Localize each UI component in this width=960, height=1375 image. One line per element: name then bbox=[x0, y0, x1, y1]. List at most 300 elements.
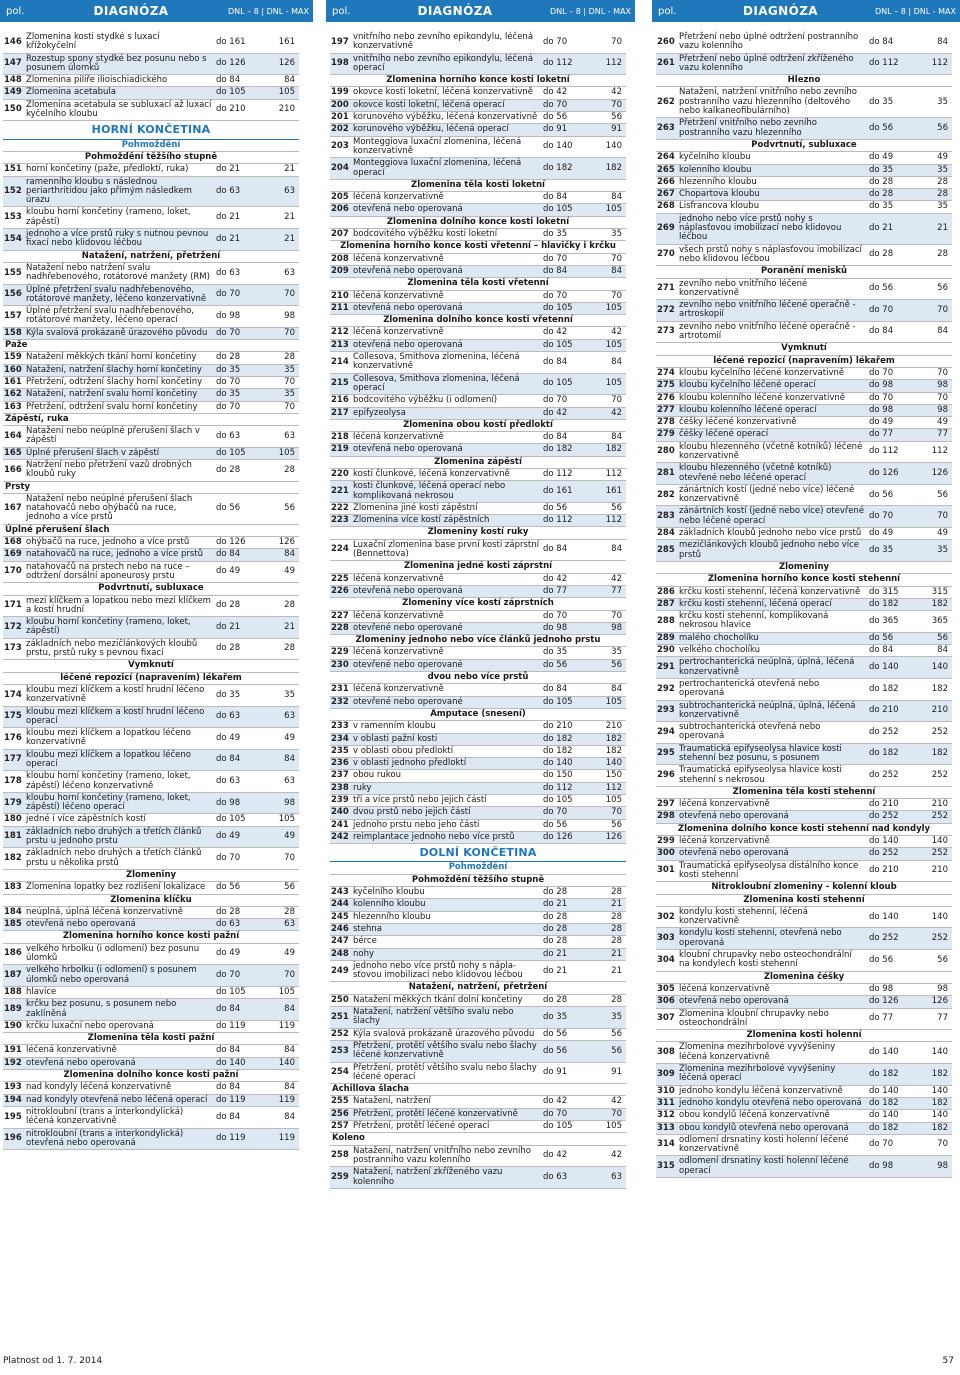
max-days-value: 21 bbox=[611, 965, 622, 976]
diagnosis-row bbox=[656, 1156, 952, 1178]
diagnosis-number: 231 bbox=[331, 684, 349, 695]
max-days-range: do 365 bbox=[869, 615, 899, 626]
diagnosis-description: otevřená nebo operovaná bbox=[351, 444, 541, 456]
max-days-value: 112 bbox=[605, 468, 622, 479]
diagnosis-description: léčená konzervativně bbox=[353, 684, 444, 695]
section-heading-text: Zlomenina jedné kosti záprstní bbox=[403, 561, 553, 572]
diagnosis-description: bodcovitého výběžku (i odlomení) bbox=[353, 395, 498, 406]
max-days-range: do 28 bbox=[543, 911, 568, 922]
diagnosis-description: reimplantace jednoho nebo více prstů bbox=[351, 831, 541, 843]
diagnosis-row bbox=[656, 1134, 952, 1156]
diagnosis-number: 219 bbox=[330, 444, 351, 456]
section-heading-text: Natažení, natržení, přetržení bbox=[81, 250, 221, 261]
diagnosis-description: natahovačů na prstech nebo na ruce – odtržení dorsální aponeurosy prstu bbox=[26, 561, 190, 581]
diagnosis-description: Přetržení, protětí léčené operací bbox=[353, 1121, 490, 1132]
max-days-range: do 77 bbox=[867, 429, 923, 441]
diagnosis-row bbox=[330, 327, 626, 339]
section-heading bbox=[330, 708, 626, 720]
diagnosis-description: Natažení měkkých tkání horní končetiny bbox=[26, 352, 197, 363]
diagnosis-row bbox=[656, 632, 952, 644]
diagnosis-number: 309 bbox=[656, 1064, 677, 1086]
max-days-value: 70 bbox=[611, 610, 622, 621]
diagnosis-description: otevřená nebo operovaná bbox=[351, 339, 541, 351]
max-days-value: 42 bbox=[597, 407, 626, 419]
max-days-range: do 84 bbox=[543, 684, 568, 695]
diagnosis-row bbox=[330, 795, 626, 807]
max-days-value: 84 bbox=[270, 999, 299, 1021]
max-days-range: do 28 bbox=[541, 923, 597, 935]
diagnosis-description: ruky bbox=[351, 782, 541, 794]
section-title bbox=[330, 844, 626, 862]
diagnosis-number: 162 bbox=[3, 389, 24, 401]
diagnosis-description: kloubu mezi klíčkem a lopatkou léčeno konzervativně bbox=[26, 728, 191, 748]
max-days-value: 161 bbox=[278, 36, 295, 47]
max-days-value: 119 bbox=[278, 1020, 295, 1031]
max-days-range: do 252 bbox=[869, 769, 899, 780]
diagnosis-number: 193 bbox=[4, 1082, 22, 1093]
max-days-range: do 35 bbox=[869, 201, 894, 212]
max-days-value: 49 bbox=[270, 826, 299, 848]
diagnosis-description: Natažení, natržení svalu horní končetiny bbox=[24, 389, 214, 401]
diagnosis-row bbox=[330, 610, 626, 622]
max-days-value: 28 bbox=[284, 464, 295, 475]
max-days-range: do 28 bbox=[867, 189, 923, 201]
diagnosis-row bbox=[330, 1096, 626, 1108]
diagnosis-number: 241 bbox=[331, 819, 349, 830]
max-days-value: 42 bbox=[611, 87, 622, 98]
max-days-value: 98 bbox=[923, 1156, 952, 1178]
diagnosis-row bbox=[656, 700, 952, 722]
section-heading bbox=[330, 278, 626, 290]
section-heading bbox=[330, 874, 626, 886]
diagnosis-number: 224 bbox=[331, 544, 349, 555]
diagnosis-row bbox=[656, 32, 952, 53]
max-days-value: 35 bbox=[597, 1007, 626, 1029]
diagnosis-row bbox=[330, 468, 626, 480]
diagnosis-description: zevního nebo vnitřního léčené operačně - artroskopií bbox=[677, 300, 867, 322]
diagnosis-number: 312 bbox=[657, 1110, 675, 1121]
diagnosis-description: kloubu kyčelního léčené operací bbox=[677, 380, 867, 392]
diagnosis-description: Rozestup spony stydké bez posunu nebo s posunem úlomků bbox=[24, 53, 214, 75]
max-days-range: do 56 bbox=[541, 659, 597, 671]
diagnosis-number: 306 bbox=[656, 996, 677, 1008]
max-days-value: 70 bbox=[937, 392, 948, 403]
diagnosis-number: 286 bbox=[657, 586, 675, 597]
section-heading bbox=[3, 1070, 299, 1082]
max-days-value: 252 bbox=[931, 726, 948, 737]
max-days-range: do 21 bbox=[541, 948, 597, 960]
diagnosis-description: Natažení nebo natržení svalu nadhřebenového, rotátorové manžety (RM) bbox=[26, 262, 210, 283]
section-heading-text: Zlomenina těla kosti pažní bbox=[87, 1033, 215, 1044]
diagnosis-row bbox=[330, 948, 626, 960]
diagnosis-number: 149 bbox=[3, 87, 24, 99]
diagnosis-row bbox=[330, 1108, 626, 1120]
max-days-range: do 98 bbox=[541, 622, 597, 634]
max-days-range: do 56 bbox=[869, 283, 894, 294]
max-days-range: do 252 bbox=[869, 726, 899, 737]
max-days-range: do 56 bbox=[543, 819, 568, 830]
diagnosis-description: Přetržení, odtržení svalu horní končetiny bbox=[26, 401, 198, 412]
max-days-range: do 98 bbox=[216, 310, 241, 321]
max-days-value: 182 bbox=[597, 158, 626, 180]
max-days-range: do 98 bbox=[867, 404, 923, 416]
max-days-range: do 70 bbox=[869, 367, 894, 378]
max-days-value: 315 bbox=[931, 586, 948, 597]
max-days-value: 49 bbox=[284, 948, 295, 959]
diagnosis-number: 300 bbox=[656, 848, 677, 860]
max-days-range: do 84 bbox=[214, 549, 270, 561]
diagnosis-row bbox=[3, 262, 299, 284]
diagnosis-number: 297 bbox=[657, 799, 675, 810]
max-days-value: 35 bbox=[611, 229, 622, 240]
diagnosis-description: hlezenního kloubu bbox=[353, 911, 431, 922]
diagnosis-description: otevřená nebo operovaná bbox=[677, 848, 867, 860]
max-days-range: do 140 bbox=[541, 758, 597, 770]
section-heading-text: Zlomenina čéšky bbox=[763, 971, 845, 982]
max-days-range: do 70 bbox=[216, 401, 241, 412]
section-heading bbox=[330, 598, 626, 610]
diagnosis-description: Natažení, natržení šlachy horní končetiny bbox=[24, 364, 214, 376]
diagnosis-number: 202 bbox=[330, 124, 351, 136]
max-days-value: 84 bbox=[937, 645, 948, 656]
max-days-value: 140 bbox=[597, 758, 626, 770]
diagnosis-description: léčená konzervativně bbox=[353, 573, 444, 584]
max-days-range: do 140 bbox=[543, 141, 573, 152]
diagnosis-row bbox=[3, 447, 299, 459]
max-days-range: do 84 bbox=[869, 645, 894, 656]
diagnosis-row bbox=[3, 684, 299, 706]
diagnosis-number: 288 bbox=[657, 615, 675, 626]
section-heading-text: Nitrokloubní zlomeniny - kolenní kloub bbox=[711, 882, 897, 893]
diagnosis-row bbox=[330, 253, 626, 265]
section-heading-text: Zlomeniny jednoho nebo více článků jednoho prstu bbox=[355, 635, 601, 646]
max-days-range: do 56 bbox=[543, 1028, 568, 1039]
diagnosis-number: 242 bbox=[330, 831, 351, 843]
diagnosis-row bbox=[656, 417, 952, 429]
max-days-range: do 112 bbox=[867, 53, 923, 75]
diagnosis-description: kloubu mezi klíčkem a kostí hrudní léčeno operací bbox=[24, 706, 214, 728]
diagnosis-description: krčku kosti stehenní, léčená konzervativně bbox=[679, 586, 861, 597]
diagnosis-number: 233 bbox=[331, 721, 349, 732]
diagnosis-row bbox=[656, 1110, 952, 1122]
max-days-range: do 63 bbox=[214, 919, 270, 931]
diagnosis-row bbox=[3, 352, 299, 364]
diagnosis-number: 179 bbox=[3, 792, 24, 814]
max-days-value: 126 bbox=[597, 831, 626, 843]
diagnosis-number: 170 bbox=[4, 566, 22, 577]
diagnosis-number: 221 bbox=[330, 481, 351, 503]
diagnosis-number: 247 bbox=[331, 936, 349, 947]
diagnosis-description: kloubu horní končetiny (rameno, loket, zápěstí) bbox=[24, 617, 214, 639]
max-days-range: do 70 bbox=[214, 284, 270, 306]
diagnosis-description: hlavice bbox=[26, 986, 57, 997]
section-heading-text: Hlezno bbox=[787, 75, 821, 86]
section-heading bbox=[3, 894, 299, 906]
max-days-value: 91 bbox=[597, 124, 626, 136]
diagnosis-row bbox=[330, 622, 626, 634]
diagnosis-row bbox=[330, 124, 626, 136]
section-heading-text: Vymknutí bbox=[781, 343, 827, 354]
max-days-value: 28 bbox=[611, 936, 622, 947]
section-heading-text: Zlomenina dolního konce kosti loketní bbox=[386, 216, 570, 227]
diagnosis-row bbox=[330, 32, 626, 53]
diagnosis-number: 155 bbox=[4, 267, 22, 278]
max-days-range: do 315 bbox=[869, 586, 899, 597]
max-days-value: 210 bbox=[931, 865, 948, 876]
max-days-range: do 42 bbox=[543, 327, 568, 338]
diagnosis-number: 299 bbox=[657, 836, 675, 847]
diagnosis-number: 274 bbox=[657, 367, 675, 378]
diagnosis-number: 152 bbox=[3, 176, 24, 207]
max-days-range: do 35 bbox=[541, 1007, 597, 1029]
diagnosis-number: 310 bbox=[657, 1085, 675, 1096]
diagnosis-row bbox=[330, 659, 626, 671]
diagnosis-description: bodcovitého výběžku kosti loketní bbox=[353, 229, 498, 240]
max-days-value: 112 bbox=[597, 53, 626, 75]
diagnosis-number: 177 bbox=[3, 749, 24, 771]
max-days-value: 42 bbox=[611, 1096, 622, 1107]
diagnosis-number: 279 bbox=[656, 429, 677, 441]
max-days-value: 56 bbox=[611, 819, 622, 830]
diagnosis-row bbox=[330, 923, 626, 935]
max-days-range: do 112 bbox=[541, 782, 597, 794]
section-heading-text: Pohmoždění těžšího stupně bbox=[411, 874, 545, 885]
diagnosis-description: Natažení měkkých tkání dolní končetiny bbox=[353, 994, 523, 1005]
diagnosis-description: jednoho kondylu otevřená nebo operovaná bbox=[677, 1097, 867, 1109]
diagnosis-row bbox=[3, 53, 299, 75]
diagnosis-row bbox=[330, 1145, 626, 1167]
max-days-range: do 21 bbox=[541, 899, 597, 911]
max-days-value: 35 bbox=[923, 540, 952, 562]
section-heading-text: Zlomeniny bbox=[125, 869, 177, 880]
diagnosis-row bbox=[330, 994, 626, 1006]
diagnosis-number: 314 bbox=[657, 1139, 675, 1150]
max-days-range: do 84 bbox=[216, 1045, 241, 1056]
section-heading bbox=[330, 635, 626, 647]
section-heading bbox=[330, 1133, 626, 1145]
diagnosis-description: základních nebo mezičlánkových kloubů prstu, prstů ruky s pevnou fixací bbox=[26, 638, 198, 659]
diagnosis-number: 223 bbox=[330, 515, 351, 527]
diagnosis-row bbox=[330, 539, 626, 561]
max-days-value: 252 bbox=[931, 769, 948, 780]
max-days-range: do 35 bbox=[867, 540, 923, 562]
section-heading-text: Koleno bbox=[332, 1133, 365, 1144]
section-heading-text: DOLNÍ KONČETINA bbox=[419, 846, 537, 860]
diagnosis-number: 216 bbox=[331, 395, 349, 406]
max-days-range: do 84 bbox=[216, 1082, 241, 1093]
max-days-range: do 28 bbox=[543, 887, 568, 898]
max-days-value: 49 bbox=[284, 566, 295, 577]
max-days-value: 63 bbox=[270, 176, 299, 207]
diagnosis-description: odlomení drsnatiny kosti holenní léčené operací bbox=[677, 1156, 867, 1178]
max-days-value: 70 bbox=[611, 290, 622, 301]
max-days-range: do 182 bbox=[867, 1122, 923, 1134]
diagnosis-row bbox=[656, 53, 952, 75]
diagnosis-description: Natažení, natržení vnitřního nebo zevního postranního vazu kolenního bbox=[353, 1145, 531, 1165]
max-days-value: 77 bbox=[923, 429, 952, 441]
max-days-range: do 105 bbox=[541, 373, 597, 395]
diagnosis-row bbox=[330, 407, 626, 419]
diagnosis-description: Natažení, natržení bbox=[353, 1096, 431, 1107]
header-dnl: DNL – 8 | DNL - MAX bbox=[550, 6, 631, 16]
max-days-range: do 112 bbox=[543, 468, 573, 479]
max-days-range: do 70 bbox=[216, 853, 241, 864]
section-heading-text: Zlomenina těla kosti stehenní bbox=[732, 786, 876, 797]
section-heading-text: Zlomenina dolního konce kosti vřetenní bbox=[383, 315, 573, 326]
diagnosis-description: jednoho kondylu léčená konzervativně bbox=[679, 1085, 843, 1096]
max-days-range: do 21 bbox=[543, 965, 568, 976]
diagnosis-number: 236 bbox=[330, 758, 351, 770]
diagnosis-number: 171 bbox=[4, 600, 22, 611]
max-days-range: do 21 bbox=[216, 164, 241, 175]
max-days-range: do 84 bbox=[543, 432, 568, 443]
section-heading bbox=[330, 241, 626, 253]
max-days-value: 84 bbox=[284, 75, 295, 86]
max-days-value: 35 bbox=[611, 647, 622, 658]
section-heading bbox=[656, 894, 952, 906]
diagnosis-row bbox=[656, 463, 952, 485]
diagnosis-description: krčku kosti stehenní, léčená operací bbox=[677, 598, 867, 610]
max-days-value: 98 bbox=[284, 310, 295, 321]
max-days-value: 252 bbox=[923, 928, 952, 950]
max-days-value: 35 bbox=[270, 364, 299, 376]
diagnosis-description: Zlomenina acetabula bbox=[24, 87, 214, 99]
diagnosis-row bbox=[656, 743, 952, 765]
diagnosis-row bbox=[656, 811, 952, 823]
max-days-value: 70 bbox=[611, 253, 622, 264]
max-days-value: 21 bbox=[284, 164, 295, 175]
diagnosis-row bbox=[656, 657, 952, 679]
diagnosis-row bbox=[3, 595, 299, 617]
section-heading-text: Zlomenina zápěstí bbox=[434, 456, 522, 467]
max-days-range: do 140 bbox=[869, 1047, 899, 1058]
diagnosis-row bbox=[656, 367, 952, 379]
max-days-range: do 70 bbox=[543, 290, 568, 301]
diagnosis-description: otevřené nebo operované bbox=[351, 622, 541, 634]
diagnosis-row bbox=[330, 515, 626, 527]
diagnosis-number: 175 bbox=[3, 706, 24, 728]
max-days-range: do 182 bbox=[541, 733, 597, 745]
max-days-range: do 105 bbox=[214, 87, 270, 99]
max-days-range: do 56 bbox=[869, 489, 894, 500]
diagnosis-row bbox=[3, 814, 299, 826]
diagnosis-description: léčená konzervativně bbox=[26, 1045, 117, 1056]
diagnosis-number: 253 bbox=[330, 1040, 351, 1062]
diagnosis-description: kloubu horní končetiny (rameno, loket, zápěstí) léčeno konzervativně bbox=[26, 771, 191, 791]
diagnosis-number: 187 bbox=[3, 965, 24, 987]
diagnosis-number: 262 bbox=[657, 96, 675, 107]
diagnosis-row bbox=[656, 950, 952, 972]
max-days-range: do 63 bbox=[214, 706, 270, 728]
max-days-range: do 105 bbox=[541, 204, 597, 216]
diagnosis-description: okovce kosti loketní, léčená konzervativně bbox=[353, 87, 533, 98]
diagnosis-number: 285 bbox=[656, 540, 677, 562]
diagnosis-description: Natažení, natržení zkříženého vazu kolenního bbox=[351, 1167, 541, 1189]
max-days-value: 28 bbox=[937, 176, 948, 187]
diagnosis-description: kloubu kolenního léčené operací bbox=[677, 404, 867, 416]
diagnosis-description: Luxační zlomenina base první kosti záprstní (Bennettova) bbox=[353, 539, 539, 560]
diagnosis-number: 295 bbox=[656, 743, 677, 765]
section-heading-text: Zlomenina horního konce kosti stehenní bbox=[707, 574, 901, 585]
diagnosis-number: 276 bbox=[657, 392, 675, 403]
diagnosis-row bbox=[656, 278, 952, 300]
diagnosis-description: pertrochanterická otevřená nebo operovaná bbox=[679, 678, 820, 699]
diagnosis-number: 159 bbox=[4, 352, 22, 363]
diagnosis-row bbox=[656, 392, 952, 404]
max-days-value: 182 bbox=[923, 743, 952, 765]
validity-note: Platnost od 1. 7. 2014 bbox=[3, 1356, 103, 1366]
diagnosis-description: Monteggiova luxační zlomenina, léčená operací bbox=[351, 158, 541, 180]
diagnosis-number: 246 bbox=[330, 923, 351, 935]
max-days-range: do 28 bbox=[543, 936, 568, 947]
max-days-range: do 35 bbox=[867, 164, 923, 176]
diagnosis-row bbox=[656, 678, 952, 700]
max-days-range: do 182 bbox=[869, 683, 899, 694]
diagnosis-description: jednoho nebo více prstů nohy s náplasťovou imobilizací nebo klidovou léčbou bbox=[353, 960, 523, 981]
diagnosis-description: korunového výběžku, léčená operací bbox=[351, 124, 541, 136]
section-heading-text: léčené repozicí (napravením) lékařem bbox=[713, 355, 895, 366]
max-days-value: 70 bbox=[597, 1108, 626, 1120]
section-title bbox=[3, 121, 299, 139]
diagnosis-number: 239 bbox=[331, 795, 349, 805]
diagnosis-row bbox=[330, 339, 626, 351]
diagnosis-number: 305 bbox=[657, 983, 675, 994]
diagnosis-description: kolenního kloubu bbox=[677, 164, 867, 176]
max-days-value: 84 bbox=[611, 544, 622, 555]
max-days-value: 63 bbox=[270, 706, 299, 728]
diagnosis-row bbox=[656, 300, 952, 322]
diagnosis-row bbox=[3, 327, 299, 339]
diagnosis-row bbox=[656, 540, 952, 562]
diagnosis-description: neúplná, úplná léčená konzervativně bbox=[26, 906, 183, 917]
max-days-range: do 98 bbox=[867, 1156, 923, 1178]
diagnosis-row bbox=[330, 481, 626, 503]
max-days-range: do 77 bbox=[869, 1013, 894, 1024]
max-days-value: 112 bbox=[597, 782, 626, 794]
diagnosis-row bbox=[656, 528, 952, 540]
max-days-range: do 63 bbox=[216, 775, 241, 786]
max-days-value: 161 bbox=[597, 481, 626, 503]
diagnosis-number: 259 bbox=[330, 1167, 351, 1189]
max-days-value: 56 bbox=[597, 1040, 626, 1062]
max-days-range: do 182 bbox=[541, 158, 597, 180]
max-days-range: do 70 bbox=[543, 253, 568, 264]
max-days-range: do 56 bbox=[869, 954, 894, 965]
diagnosis-row bbox=[656, 321, 952, 343]
section-heading bbox=[656, 266, 952, 278]
max-days-range: do 56 bbox=[867, 632, 923, 644]
diagnosis-row bbox=[3, 638, 299, 660]
max-days-range: do 70 bbox=[541, 99, 597, 111]
diagnosis-description: mezi klíčkem a lopatkou nebo mezi klíčkem a kostí hrudní bbox=[26, 595, 211, 615]
diagnosis-description: kloubu horní končetiny (rameno, loket, zápěstí) bbox=[26, 207, 191, 227]
diagnosis-number: 289 bbox=[656, 632, 677, 644]
diagnosis-row bbox=[330, 395, 626, 407]
diagnosis-description: v oblasti pažní kosti bbox=[351, 733, 541, 745]
max-days-range: do 91 bbox=[543, 1067, 568, 1078]
section-heading-text: Pohmoždění těžšího stupně bbox=[84, 151, 218, 162]
diagnosis-description: krčku bez posunu, s posunem nebo zaklíněná bbox=[24, 999, 214, 1021]
diagnosis-number: 225 bbox=[331, 573, 349, 584]
diagnosis-description: kloubu kyčelního léčené konzervativně bbox=[679, 367, 845, 378]
max-days-value: 182 bbox=[923, 1122, 952, 1134]
max-days-range: do 63 bbox=[214, 176, 270, 207]
diagnosis-number: 158 bbox=[3, 327, 24, 339]
max-days-value: 70 bbox=[597, 807, 626, 819]
max-days-range: do 42 bbox=[543, 87, 568, 98]
diagnosis-number: 214 bbox=[331, 356, 349, 367]
diagnosis-description: nitrokloubní (trans a interkondylická) otevřená nebo operovaná bbox=[24, 1128, 214, 1150]
